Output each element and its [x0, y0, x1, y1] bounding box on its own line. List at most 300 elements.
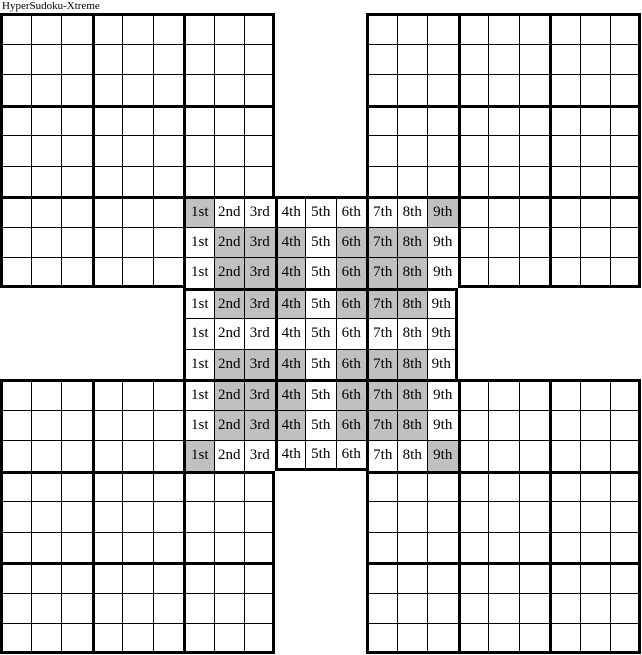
sudoku-cell[interactable] [31, 196, 62, 227]
sudoku-cell[interactable] [92, 196, 123, 227]
center-cell-label[interactable]: 3rd [244, 349, 275, 380]
sudoku-cell[interactable] [610, 532, 641, 563]
sudoku-cell[interactable] [183, 532, 214, 563]
sudoku-cell[interactable] [427, 623, 458, 654]
sudoku-cell[interactable] [610, 623, 641, 654]
sudoku-cell[interactable] [549, 227, 580, 258]
sudoku-cell[interactable] [458, 257, 489, 288]
sudoku-cell[interactable] [61, 44, 92, 75]
sudoku-cell[interactable] [122, 532, 153, 563]
sudoku-cell[interactable] [610, 196, 641, 227]
sudoku-cell[interactable] [244, 105, 275, 136]
sudoku-cell[interactable] [488, 532, 519, 563]
center-cell-label[interactable]: 3rd [244, 257, 275, 288]
sudoku-cell[interactable] [0, 13, 31, 44]
center-cell-label[interactable]: 9th [427, 257, 458, 288]
sudoku-cell[interactable] [183, 623, 214, 654]
sudoku-cell[interactable] [458, 593, 489, 624]
sudoku-cell[interactable] [366, 623, 397, 654]
sudoku-cell[interactable] [519, 379, 550, 410]
center-cell-label[interactable]: 9th [427, 196, 458, 227]
sudoku-cell[interactable] [122, 593, 153, 624]
sudoku-cell[interactable] [427, 105, 458, 136]
sudoku-cell[interactable] [0, 74, 31, 105]
sudoku-cell[interactable] [610, 593, 641, 624]
sudoku-cell[interactable] [488, 135, 519, 166]
sudoku-cell[interactable] [153, 13, 184, 44]
center-cell-label[interactable]: 3rd [244, 440, 275, 471]
sudoku-cell[interactable] [61, 105, 92, 136]
sudoku-cell[interactable] [31, 379, 62, 410]
sudoku-cell[interactable] [0, 257, 31, 288]
sudoku-cell[interactable] [244, 471, 275, 502]
sudoku-cell[interactable] [458, 440, 489, 471]
sudoku-cell[interactable] [397, 471, 428, 502]
sudoku-cell[interactable] [580, 257, 611, 288]
sudoku-cell[interactable] [366, 44, 397, 75]
sudoku-cell[interactable] [0, 440, 31, 471]
sudoku-cell[interactable] [0, 135, 31, 166]
sudoku-cell[interactable] [61, 562, 92, 593]
sudoku-cell[interactable] [122, 196, 153, 227]
center-cell-label[interactable]: 4th [275, 288, 306, 319]
sudoku-cell[interactable] [61, 227, 92, 258]
sudoku-cell[interactable] [458, 410, 489, 441]
sudoku-cell[interactable] [92, 166, 123, 197]
sudoku-cell[interactable] [458, 135, 489, 166]
sudoku-cell[interactable] [214, 105, 245, 136]
center-cell-label[interactable]: 8th [397, 349, 428, 380]
sudoku-cell[interactable] [122, 440, 153, 471]
sudoku-cell[interactable] [610, 440, 641, 471]
center-cell-label[interactable]: 3rd [244, 318, 275, 349]
center-cell-label[interactable]: 5th [305, 257, 336, 288]
sudoku-cell[interactable] [61, 532, 92, 563]
sudoku-cell[interactable] [610, 471, 641, 502]
sudoku-cell[interactable] [427, 166, 458, 197]
sudoku-cell[interactable] [519, 227, 550, 258]
sudoku-cell[interactable] [549, 196, 580, 227]
sudoku-cell[interactable] [92, 135, 123, 166]
center-cell-label[interactable]: 7th [366, 410, 397, 441]
sudoku-cell[interactable] [458, 196, 489, 227]
sudoku-cell[interactable] [31, 227, 62, 258]
sudoku-cell[interactable] [122, 257, 153, 288]
sudoku-cell[interactable] [488, 166, 519, 197]
center-cell-label[interactable]: 8th [397, 410, 428, 441]
sudoku-cell[interactable] [580, 227, 611, 258]
sudoku-cell[interactable] [214, 471, 245, 502]
sudoku-cell[interactable] [519, 593, 550, 624]
sudoku-cell[interactable] [183, 593, 214, 624]
sudoku-cell[interactable] [366, 13, 397, 44]
sudoku-cell[interactable] [122, 74, 153, 105]
center-cell-label[interactable]: 5th [305, 379, 336, 410]
sudoku-cell[interactable] [92, 532, 123, 563]
sudoku-cell[interactable] [31, 74, 62, 105]
sudoku-cell[interactable] [519, 410, 550, 441]
sudoku-cell[interactable] [31, 532, 62, 563]
center-cell-label[interactable]: 7th [366, 227, 397, 258]
center-cell-label[interactable]: 4th [275, 440, 306, 471]
center-cell-label[interactable]: 5th [305, 288, 336, 319]
sudoku-cell[interactable] [366, 74, 397, 105]
sudoku-cell[interactable] [61, 471, 92, 502]
sudoku-cell[interactable] [31, 410, 62, 441]
sudoku-cell[interactable] [244, 623, 275, 654]
sudoku-cell[interactable] [610, 13, 641, 44]
center-cell-label[interactable]: 6th [336, 318, 367, 349]
sudoku-cell[interactable] [549, 623, 580, 654]
sudoku-cell[interactable] [610, 562, 641, 593]
sudoku-cell[interactable] [610, 410, 641, 441]
center-cell-label[interactable]: 2nd [214, 257, 245, 288]
center-cell-label[interactable]: 1st [183, 318, 214, 349]
center-cell-label[interactable]: 6th [336, 410, 367, 441]
sudoku-cell[interactable] [92, 227, 123, 258]
sudoku-cell[interactable] [397, 44, 428, 75]
sudoku-cell[interactable] [153, 257, 184, 288]
sudoku-cell[interactable] [580, 471, 611, 502]
sudoku-cell[interactable] [61, 501, 92, 532]
sudoku-cell[interactable] [153, 135, 184, 166]
sudoku-cell[interactable] [92, 410, 123, 441]
sudoku-cell[interactable] [610, 135, 641, 166]
sudoku-cell[interactable] [397, 105, 428, 136]
center-cell-label[interactable]: 2nd [214, 379, 245, 410]
sudoku-cell[interactable] [519, 74, 550, 105]
sudoku-cell[interactable] [31, 623, 62, 654]
sudoku-cell[interactable] [580, 44, 611, 75]
sudoku-cell[interactable] [0, 623, 31, 654]
sudoku-cell[interactable] [183, 562, 214, 593]
sudoku-cell[interactable] [92, 74, 123, 105]
sudoku-cell[interactable] [488, 440, 519, 471]
sudoku-cell[interactable] [397, 13, 428, 44]
sudoku-cell[interactable] [488, 74, 519, 105]
sudoku-cell[interactable] [549, 562, 580, 593]
center-cell-label[interactable]: 2nd [214, 227, 245, 258]
sudoku-cell[interactable] [214, 135, 245, 166]
center-cell-label[interactable]: 9th [427, 227, 458, 258]
sudoku-cell[interactable] [0, 227, 31, 258]
sudoku-cell[interactable] [458, 471, 489, 502]
sudoku-cell[interactable] [153, 532, 184, 563]
sudoku-cell[interactable] [488, 562, 519, 593]
center-cell-label[interactable]: 7th [366, 379, 397, 410]
sudoku-cell[interactable] [183, 44, 214, 75]
center-cell-label[interactable]: 5th [305, 410, 336, 441]
sudoku-cell[interactable] [61, 410, 92, 441]
sudoku-cell[interactable] [610, 166, 641, 197]
sudoku-cell[interactable] [549, 74, 580, 105]
sudoku-cell[interactable] [580, 440, 611, 471]
sudoku-cell[interactable] [458, 379, 489, 410]
sudoku-cell[interactable] [458, 74, 489, 105]
sudoku-cell[interactable] [183, 13, 214, 44]
sudoku-cell[interactable] [458, 166, 489, 197]
center-cell-label[interactable]: 8th [397, 196, 428, 227]
center-cell-label[interactable]: 2nd [214, 440, 245, 471]
sudoku-cell[interactable] [0, 44, 31, 75]
sudoku-cell[interactable] [519, 13, 550, 44]
sudoku-cell[interactable] [153, 501, 184, 532]
center-cell-label[interactable]: 3rd [244, 288, 275, 319]
sudoku-cell[interactable] [214, 562, 245, 593]
center-cell-label[interactable]: 4th [275, 410, 306, 441]
sudoku-cell[interactable] [92, 471, 123, 502]
center-cell-label[interactable]: 9th [427, 379, 458, 410]
sudoku-cell[interactable] [397, 74, 428, 105]
center-cell-label[interactable]: 2nd [214, 196, 245, 227]
sudoku-cell[interactable] [244, 593, 275, 624]
sudoku-cell[interactable] [92, 13, 123, 44]
sudoku-cell[interactable] [31, 105, 62, 136]
center-cell-label[interactable]: 2nd [214, 410, 245, 441]
sudoku-cell[interactable] [427, 593, 458, 624]
sudoku-cell[interactable] [122, 105, 153, 136]
center-cell-label[interactable]: 6th [336, 257, 367, 288]
sudoku-cell[interactable] [92, 44, 123, 75]
sudoku-cell[interactable] [183, 501, 214, 532]
sudoku-cell[interactable] [244, 501, 275, 532]
sudoku-cell[interactable] [610, 379, 641, 410]
sudoku-cell[interactable] [31, 562, 62, 593]
center-cell-label[interactable]: 4th [275, 318, 306, 349]
sudoku-cell[interactable] [153, 410, 184, 441]
sudoku-cell[interactable] [519, 166, 550, 197]
center-cell-label[interactable]: 3rd [244, 379, 275, 410]
sudoku-cell[interactable] [488, 196, 519, 227]
sudoku-cell[interactable] [31, 593, 62, 624]
sudoku-cell[interactable] [549, 501, 580, 532]
sudoku-cell[interactable] [488, 501, 519, 532]
sudoku-cell[interactable] [488, 257, 519, 288]
sudoku-cell[interactable] [153, 471, 184, 502]
sudoku-cell[interactable] [427, 135, 458, 166]
sudoku-cell[interactable] [214, 13, 245, 44]
sudoku-cell[interactable] [549, 440, 580, 471]
center-cell-label[interactable]: 1st [183, 410, 214, 441]
sudoku-cell[interactable] [610, 44, 641, 75]
sudoku-cell[interactable] [244, 135, 275, 166]
center-cell-label[interactable]: 5th [305, 318, 336, 349]
center-cell-label[interactable]: 1st [183, 288, 214, 319]
sudoku-cell[interactable] [366, 166, 397, 197]
sudoku-cell[interactable] [519, 135, 550, 166]
sudoku-cell[interactable] [427, 532, 458, 563]
sudoku-cell[interactable] [458, 13, 489, 44]
sudoku-cell[interactable] [183, 166, 214, 197]
sudoku-cell[interactable] [427, 562, 458, 593]
center-cell-label[interactable]: 7th [366, 288, 397, 319]
sudoku-cell[interactable] [366, 105, 397, 136]
center-cell-label[interactable]: 6th [336, 349, 367, 380]
center-cell-label[interactable]: 8th [397, 379, 428, 410]
sudoku-cell[interactable] [427, 471, 458, 502]
center-cell-label[interactable]: 8th [397, 257, 428, 288]
sudoku-cell[interactable] [610, 257, 641, 288]
center-cell-label[interactable]: 6th [336, 196, 367, 227]
sudoku-cell[interactable] [549, 257, 580, 288]
sudoku-cell[interactable] [31, 471, 62, 502]
sudoku-cell[interactable] [214, 501, 245, 532]
sudoku-cell[interactable] [488, 623, 519, 654]
sudoku-cell[interactable] [0, 410, 31, 441]
sudoku-cell[interactable] [580, 593, 611, 624]
center-cell-label[interactable]: 8th [397, 288, 428, 319]
sudoku-cell[interactable] [153, 593, 184, 624]
sudoku-cell[interactable] [0, 196, 31, 227]
sudoku-cell[interactable] [580, 379, 611, 410]
sudoku-cell[interactable] [31, 13, 62, 44]
sudoku-cell[interactable] [458, 501, 489, 532]
sudoku-cell[interactable] [31, 257, 62, 288]
sudoku-cell[interactable] [153, 74, 184, 105]
sudoku-cell[interactable] [92, 501, 123, 532]
sudoku-cell[interactable] [458, 227, 489, 258]
sudoku-cell[interactable] [519, 471, 550, 502]
sudoku-cell[interactable] [153, 440, 184, 471]
sudoku-cell[interactable] [580, 501, 611, 532]
sudoku-cell[interactable] [427, 501, 458, 532]
sudoku-cell[interactable] [366, 593, 397, 624]
sudoku-cell[interactable] [183, 135, 214, 166]
center-cell-label[interactable]: 3rd [244, 196, 275, 227]
sudoku-cell[interactable] [61, 13, 92, 44]
sudoku-cell[interactable] [427, 44, 458, 75]
sudoku-cell[interactable] [549, 532, 580, 563]
sudoku-cell[interactable] [214, 74, 245, 105]
sudoku-cell[interactable] [0, 166, 31, 197]
sudoku-cell[interactable] [458, 532, 489, 563]
center-cell-label[interactable]: 8th [397, 318, 428, 349]
center-cell-label[interactable]: 9th [427, 318, 458, 349]
center-cell-label[interactable]: 4th [275, 379, 306, 410]
sudoku-cell[interactable] [519, 105, 550, 136]
sudoku-cell[interactable] [580, 410, 611, 441]
sudoku-cell[interactable] [488, 44, 519, 75]
center-cell-label[interactable]: 5th [305, 196, 336, 227]
sudoku-cell[interactable] [214, 623, 245, 654]
sudoku-cell[interactable] [580, 74, 611, 105]
center-cell-label[interactable]: 7th [366, 318, 397, 349]
sudoku-cell[interactable] [153, 562, 184, 593]
sudoku-cell[interactable] [397, 623, 428, 654]
sudoku-cell[interactable] [488, 227, 519, 258]
sudoku-cell[interactable] [31, 44, 62, 75]
sudoku-cell[interactable] [92, 440, 123, 471]
sudoku-cell[interactable] [519, 501, 550, 532]
center-cell-label[interactable]: 6th [336, 379, 367, 410]
sudoku-cell[interactable] [549, 105, 580, 136]
center-cell-label[interactable]: 7th [366, 257, 397, 288]
sudoku-cell[interactable] [488, 471, 519, 502]
sudoku-cell[interactable] [61, 74, 92, 105]
sudoku-cell[interactable] [122, 227, 153, 258]
sudoku-cell[interactable] [244, 532, 275, 563]
sudoku-cell[interactable] [488, 379, 519, 410]
sudoku-cell[interactable] [549, 593, 580, 624]
sudoku-cell[interactable] [488, 13, 519, 44]
sudoku-cell[interactable] [458, 623, 489, 654]
sudoku-cell[interactable] [122, 166, 153, 197]
sudoku-cell[interactable] [122, 471, 153, 502]
center-cell-label[interactable]: 1st [183, 196, 214, 227]
sudoku-cell[interactable] [549, 135, 580, 166]
sudoku-cell[interactable] [122, 623, 153, 654]
sudoku-cell[interactable] [61, 135, 92, 166]
sudoku-cell[interactable] [458, 105, 489, 136]
sudoku-cell[interactable] [519, 44, 550, 75]
sudoku-cell[interactable] [366, 471, 397, 502]
sudoku-cell[interactable] [92, 562, 123, 593]
center-cell-label[interactable]: 5th [305, 349, 336, 380]
sudoku-cell[interactable] [549, 44, 580, 75]
sudoku-cell[interactable] [122, 13, 153, 44]
sudoku-cell[interactable] [31, 166, 62, 197]
center-cell-label[interactable]: 3rd [244, 227, 275, 258]
sudoku-cell[interactable] [92, 379, 123, 410]
sudoku-cell[interactable] [153, 196, 184, 227]
sudoku-cell[interactable] [397, 135, 428, 166]
sudoku-cell[interactable] [549, 410, 580, 441]
sudoku-cell[interactable] [427, 13, 458, 44]
sudoku-cell[interactable] [122, 379, 153, 410]
center-cell-label[interactable]: 8th [397, 227, 428, 258]
sudoku-cell[interactable] [122, 44, 153, 75]
sudoku-cell[interactable] [397, 166, 428, 197]
sudoku-cell[interactable] [153, 623, 184, 654]
sudoku-cell[interactable] [153, 227, 184, 258]
sudoku-cell[interactable] [397, 501, 428, 532]
sudoku-cell[interactable] [92, 623, 123, 654]
sudoku-cell[interactable] [488, 593, 519, 624]
sudoku-cell[interactable] [610, 227, 641, 258]
center-cell-label[interactable]: 4th [275, 349, 306, 380]
sudoku-cell[interactable] [610, 501, 641, 532]
sudoku-cell[interactable] [366, 532, 397, 563]
sudoku-cell[interactable] [519, 532, 550, 563]
sudoku-cell[interactable] [580, 196, 611, 227]
sudoku-cell[interactable] [153, 105, 184, 136]
sudoku-cell[interactable] [610, 74, 641, 105]
sudoku-cell[interactable] [0, 105, 31, 136]
center-cell-label[interactable]: 1st [183, 257, 214, 288]
sudoku-cell[interactable] [0, 593, 31, 624]
sudoku-cell[interactable] [427, 74, 458, 105]
sudoku-cell[interactable] [61, 166, 92, 197]
sudoku-cell[interactable] [92, 593, 123, 624]
sudoku-cell[interactable] [183, 105, 214, 136]
sudoku-cell[interactable] [488, 410, 519, 441]
center-cell-label[interactable]: 7th [366, 349, 397, 380]
sudoku-cell[interactable] [0, 532, 31, 563]
sudoku-cell[interactable] [580, 135, 611, 166]
sudoku-cell[interactable] [244, 562, 275, 593]
sudoku-cell[interactable] [31, 440, 62, 471]
sudoku-cell[interactable] [488, 105, 519, 136]
sudoku-cell[interactable] [183, 74, 214, 105]
center-cell-label[interactable]: 1st [183, 440, 214, 471]
sudoku-cell[interactable] [244, 166, 275, 197]
sudoku-cell[interactable] [122, 135, 153, 166]
center-cell-label[interactable]: 3rd [244, 410, 275, 441]
center-cell-label[interactable]: 9th [427, 410, 458, 441]
center-cell-label[interactable]: 6th [336, 288, 367, 319]
sudoku-cell[interactable] [0, 562, 31, 593]
sudoku-cell[interactable] [61, 379, 92, 410]
